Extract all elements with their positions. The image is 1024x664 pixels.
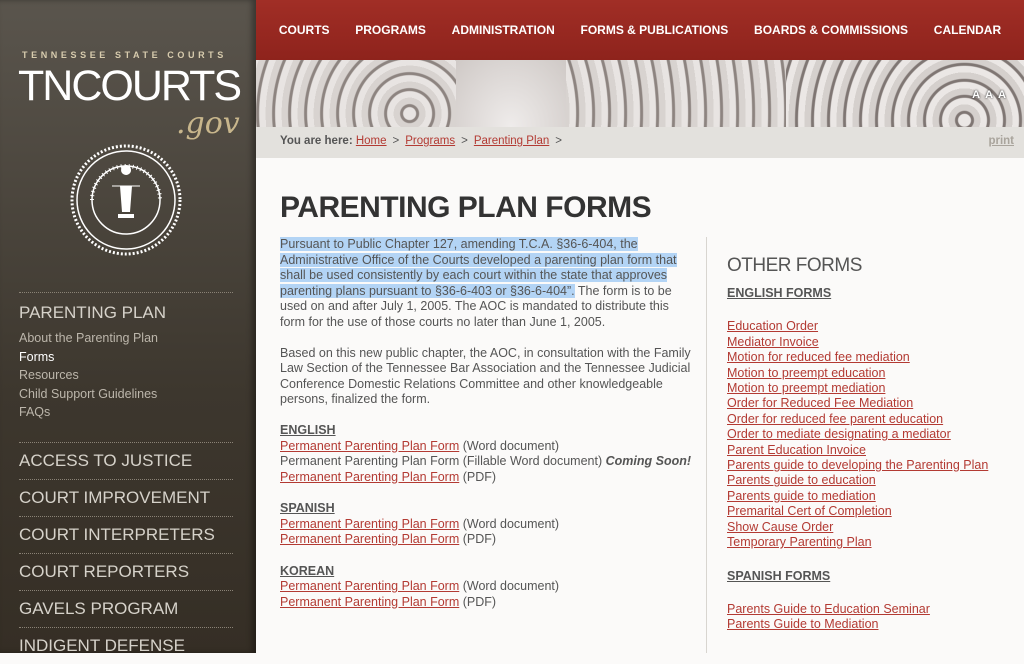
spanish-forms-list [727,602,1017,633]
breadcrumb-parenting-plan[interactable]: Parenting Plan [473,135,550,147]
form-link[interactable]: Motion to preempt education [727,365,886,380]
selected-text: Pursuant to Public Chapter 127, amending T.C.A. §36-6-404, the Administrative Office of the Courts developed a parenting plan form that shall be used consistently by each court within the state that approves parenting plans pursuant to §36-6-403 or §36-6-404”. [280,237,677,298]
intro-paragraph-2: Based on this new public chapter, the AOC, in consultation with the Family Law Section of the Tennessee Bar Association and the Tennessee Judicial Conference Domestic Relations Committee and other knowledgeable persons, finalized the form. [280,345,691,406]
sidebar-section-access-to-justice[interactable]: ACCESS TO JUSTICE [19,450,193,470]
sidebar-section-parenting-plan[interactable]: PARENTING PLAN [19,303,167,322]
form-link[interactable]: Parents guide to education [727,473,876,488]
english-forms-list [727,319,1017,550]
text-size-large[interactable]: A [998,89,1006,101]
page-title: PARENTING PLAN FORMS [280,191,652,224]
form-link[interactable]: Order to mediate designating a mediator [727,427,951,442]
breadcrumb-separator: > [461,135,468,147]
form-link[interactable]: Parent Education Invoice [727,442,866,457]
sidebar-item-forms[interactable]: Forms [19,349,55,364]
sidebar [0,0,256,653]
form-link[interactable]: Motion for reduced fee mediation [727,350,910,365]
top-nav [256,0,1024,60]
form-link[interactable]: Premarital Cert of Completion [727,504,892,519]
nav-administration[interactable]: ADMINISTRATION [451,23,555,37]
main-content [280,237,692,610]
form-link[interactable]: Show Cause Order [727,519,834,534]
form-link[interactable]: Motion to preempt mediation [727,381,886,396]
english-forms-heading: ENGLISH FORMS [727,286,832,300]
spanish-word-link[interactable]: Permanent Parenting Plan Form [280,516,460,531]
form-link[interactable]: Mediator Invoice [727,334,819,349]
site-tagline: TENNESSEE STATE COURTS [22,50,227,60]
form-link[interactable]: Order for Reduced Fee Mediation [727,396,914,411]
file-type: (Word document) [459,579,560,593]
form-link[interactable]: Parents guide to mediation [727,488,876,503]
breadcrumb-separator: > [392,135,400,147]
coming-soon-note: Coming Soon! [605,454,692,468]
breadcrumb [256,127,1024,158]
intro-text: The form is to be used on and after July 1, 2005. The AOC is mandated to distribute this form for the use of those courts no later than June 1, 2005. [280,283,672,329]
sidebar-item-faqs[interactable]: FAQs [19,405,51,419]
print-link[interactable]: print [988,135,1014,147]
other-forms [727,255,1017,633]
breadcrumb-home[interactable]: Home [355,135,387,147]
english-pdf-link[interactable]: Permanent Parenting Plan Form [280,469,460,484]
korean-word-link[interactable]: Permanent Parenting Plan Form [280,579,460,593]
spanish-forms-heading: SPANISH FORMS [727,568,831,583]
nav-programs[interactable]: PROGRAMS [355,23,426,37]
sidebar-item-resources[interactable]: Resources [19,368,79,382]
sidebar-section-indigent-defense[interactable]: INDIGENT DEFENSE [19,635,185,655]
text-size-small[interactable]: A [972,89,981,101]
form-link[interactable]: Order for reduced fee parent education [727,411,944,426]
file-type: (PDF) [459,469,497,484]
english-word-link[interactable]: Permanent Parenting Plan Form [280,438,460,453]
form-link[interactable]: Temporary Parenting Plan [727,535,872,550]
judiciary-seal-icon [68,142,184,258]
breadcrumb-programs[interactable]: Programs [405,135,456,147]
sidebar-section-gavels[interactable]: GAVELS PROGRAM [19,598,179,618]
column-divider [706,237,707,653]
nav-courts[interactable]: COURTS [278,23,330,37]
form-link[interactable]: Education Order [727,319,819,334]
sidebar-nav [0,292,256,664]
sidebar-section-court-reporters[interactable]: COURT REPORTERS [19,561,190,581]
breadcrumb-label: You are here: [280,135,353,147]
nav-calendar[interactable]: CALENDAR [933,23,1002,37]
language-heading-spanish: SPANISH [280,501,335,515]
text-size-controls [972,89,1006,101]
sidebar-item-child-support[interactable]: Child Support Guidelines [19,386,158,401]
language-heading-english: ENGLISH [280,423,336,437]
intro-paragraph [280,237,692,330]
file-type: (Word document) [459,516,560,531]
file-type: (PDF) [459,594,497,609]
form-link[interactable]: Parents guide to developing the Parenting Plan [727,458,989,473]
text-size-medium[interactable]: A [985,89,994,101]
other-forms-title: OTHER FORMS [727,255,862,276]
form-link[interactable]: Parents Guide to Mediation [727,617,879,632]
site-logo[interactable]: TNCOURTS [18,62,241,110]
korean-pdf-link[interactable]: Permanent Parenting Plan Form [280,594,460,609]
sidebar-item-about[interactable]: About the Parenting Plan [19,331,158,345]
header-banner [256,60,1024,127]
site-logo-suffix: .gov [176,106,240,141]
language-heading-korean: KOREAN [280,563,335,578]
sidebar-section-court-interpreters[interactable]: COURT INTERPRETERS [19,524,215,544]
file-type: (PDF) [459,532,497,546]
nav-forms-publications[interactable]: FORMS & PUBLICATIONS [580,23,729,37]
form-link[interactable]: Parents Guide to Education Seminar [727,601,930,616]
file-type: (Word document) [459,438,560,453]
spanish-pdf-link[interactable]: Permanent Parenting Plan Form [280,532,460,546]
sidebar-section-court-improvement[interactable]: COURT IMPROVEMENT [19,487,211,507]
breadcrumb-separator: > [555,135,563,147]
nav-boards-commissions[interactable]: BOARDS & COMMISSIONS [754,23,909,37]
english-fillable-text: Permanent Parenting Plan Form (Fillable Word document) [280,454,606,468]
